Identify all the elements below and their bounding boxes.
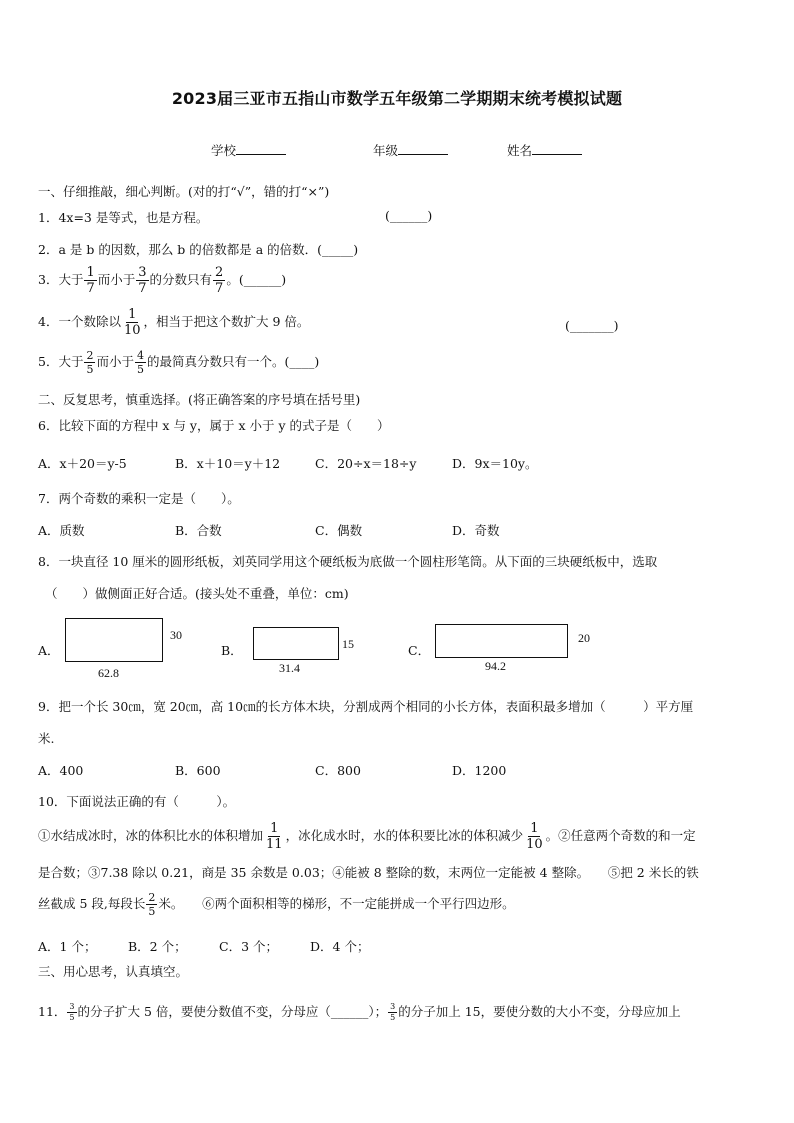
q10-option-a[interactable]: A．1 个； <box>38 939 97 954</box>
q8-option-b-rectangle <box>253 627 339 660</box>
question-5: 5．大于 $\frac{2}{5}$ 而小于 $\frac{4}{5}$ 的最简真分数只有一个。(____) <box>38 349 320 376</box>
question-6: 6．比较下面的方程中 x 与 y，属于 x 小于 y 的式子是（ ） <box>38 418 390 433</box>
q8-c-height: 20 <box>578 631 590 645</box>
q8-option-a-label[interactable]: A． <box>38 643 60 658</box>
q7-option-c[interactable]: C．偶数 <box>315 523 363 538</box>
fraction: $\frac{3}{7}$ <box>138 265 147 296</box>
question-2: 2．a 是 b 的因数，那么 b 的倍数都是 a 的倍数．(_____) <box>38 242 359 257</box>
grade-blank[interactable] <box>398 154 448 155</box>
q6-option-a[interactable]: A．x＋20＝y-5 <box>38 456 127 471</box>
question-8-line-2: （ ）做侧面正好合适。(接头处不重叠，单位：cm) <box>45 586 349 601</box>
q8-b-height: 15 <box>342 637 354 651</box>
q8-b-width: 31.4 <box>279 661 300 675</box>
q9-option-b[interactable]: B．600 <box>175 763 221 778</box>
fraction: $\frac{1}{10}$ <box>526 821 543 852</box>
q8-option-c-label[interactable]: C． <box>408 643 431 658</box>
fraction: $\frac{1}{7}$ <box>86 265 95 296</box>
fraction: $\frac{2}{5}$ <box>148 891 156 918</box>
question-1: 1．4x=3 是等式，也是方程。 <box>38 210 209 225</box>
section-2-heading: 二、反复思考，慎重选择。(将正确答案的序号填在括号里) <box>38 392 361 407</box>
question-10-line-2: 是合数；③7.38 除以 0.21，商是 35 余数是 0.03；④能被 8 整除的数，末两位一定能被 4 整除。 ⑤把 2 米长的铁 <box>38 865 699 880</box>
question-4-answer[interactable]: (_______) <box>565 318 619 333</box>
name-blank[interactable] <box>532 154 582 155</box>
q10-option-b[interactable]: B．2 个； <box>128 939 187 954</box>
q8-c-width: 94.2 <box>485 659 506 673</box>
q7-option-a[interactable]: A．质数 <box>38 523 85 538</box>
question-10: 10．下面说法正确的有（ ）。 <box>38 794 236 809</box>
name-label: 姓名 <box>507 143 533 158</box>
grade-field <box>373 141 448 159</box>
q10-option-d[interactable]: D．4 个； <box>310 939 370 954</box>
q7-option-b[interactable]: B．合数 <box>175 523 222 538</box>
q8-a-height: 30 <box>170 628 182 642</box>
q9-option-a[interactable]: A．400 <box>38 763 84 778</box>
q8-option-a-rectangle <box>65 618 163 662</box>
question-4: 4．一个数除以 $\frac{1}{10}$ ，相当于把这个数扩大 9 倍。 <box>38 307 310 338</box>
q6-option-d[interactable]: D．9x＝10y。 <box>452 456 538 471</box>
section-1-heading: 一、仔细推敲，细心判断。(对的打“√”，错的打“×”) <box>38 184 330 199</box>
q8-option-c-rectangle <box>435 624 568 658</box>
fraction: $\frac{2}{5}$ <box>86 349 94 376</box>
question-3: 3．大于 $\frac{1}{7}$ 而小于 $\frac{3}{7}$ 的分数只有 $\frac{2}{7}$ 。(______) <box>38 265 287 296</box>
name-field <box>507 141 582 159</box>
grade-label: 年级 <box>373 143 399 158</box>
question-10-line-3: 丝截成 5 段,每段长 $\frac{2}{5}$ 米。 ⑥两个面积相等的梯形，不一定能拼成一个平行四边形。 <box>38 891 515 918</box>
question-8-line-1: 8．一块直径 10 厘米的圆形纸板，刘英同学用这个硬纸板为底做一个圆柱形笔筒。从下面的三块硬纸板中，选取 <box>38 554 658 569</box>
fraction: $\frac{2}{7}$ <box>215 265 224 296</box>
school-label: 学校 <box>211 143 237 158</box>
q8-option-b-label[interactable]: B． <box>221 643 243 658</box>
q6-option-c[interactable]: C．20÷x＝18÷y <box>315 456 417 471</box>
section-3-heading: 三、用心思考，认真填空。 <box>38 964 189 979</box>
fraction: $\frac{1}{11}$ <box>266 821 283 852</box>
question-9-line-1: 9．把一个长 30㎝，宽 20㎝，高 10㎝的长方体木块，分割成两个相同的小长方体，表面积最多增加（ ）平方厘 <box>38 699 694 714</box>
fraction: $\frac{4}{5}$ <box>136 349 144 376</box>
fraction: $\frac{3}{5}$ <box>69 1002 75 1022</box>
school-field <box>211 141 286 159</box>
question-9-line-2: 米. <box>38 731 55 746</box>
question-11: 11． $\frac{3}{5}$ 的分子扩大 5 倍，要使分数值不变，分母应（______）； $\frac{3}{5}$ 的分子加上 15，要使分数的大小不变，分母应加上 <box>38 1002 681 1022</box>
question-7: 7．两个奇数的乘积一定是（ ）。 <box>38 491 240 506</box>
q10-option-c[interactable]: C．3 个； <box>219 939 278 954</box>
q9-option-d[interactable]: D．1200 <box>452 763 507 778</box>
question-10-line-1: ①水结成冰时，冰的体积比水的体积增加 $\frac{1}{11}$ ，冰化成水时，水的体积要比冰的体积减少 $\frac{1}{10}$ 。②任意两个奇数的和一定 <box>38 821 696 852</box>
school-blank[interactable] <box>236 154 286 155</box>
q8-a-width: 62.8 <box>98 666 119 680</box>
q9-option-c[interactable]: C．800 <box>315 763 361 778</box>
page-title: 2023届三亚市五指山市数学五年级第二学期期末统考模拟试题 <box>171 89 623 108</box>
fraction: $\frac{1}{10}$ <box>123 307 141 338</box>
q6-option-b[interactable]: B．x＋10＝y＋12 <box>175 456 281 471</box>
q7-option-d[interactable]: D．奇数 <box>452 523 500 538</box>
question-1-answer[interactable]: (______) <box>385 208 433 223</box>
fraction: $\frac{3}{5}$ <box>390 1002 396 1022</box>
